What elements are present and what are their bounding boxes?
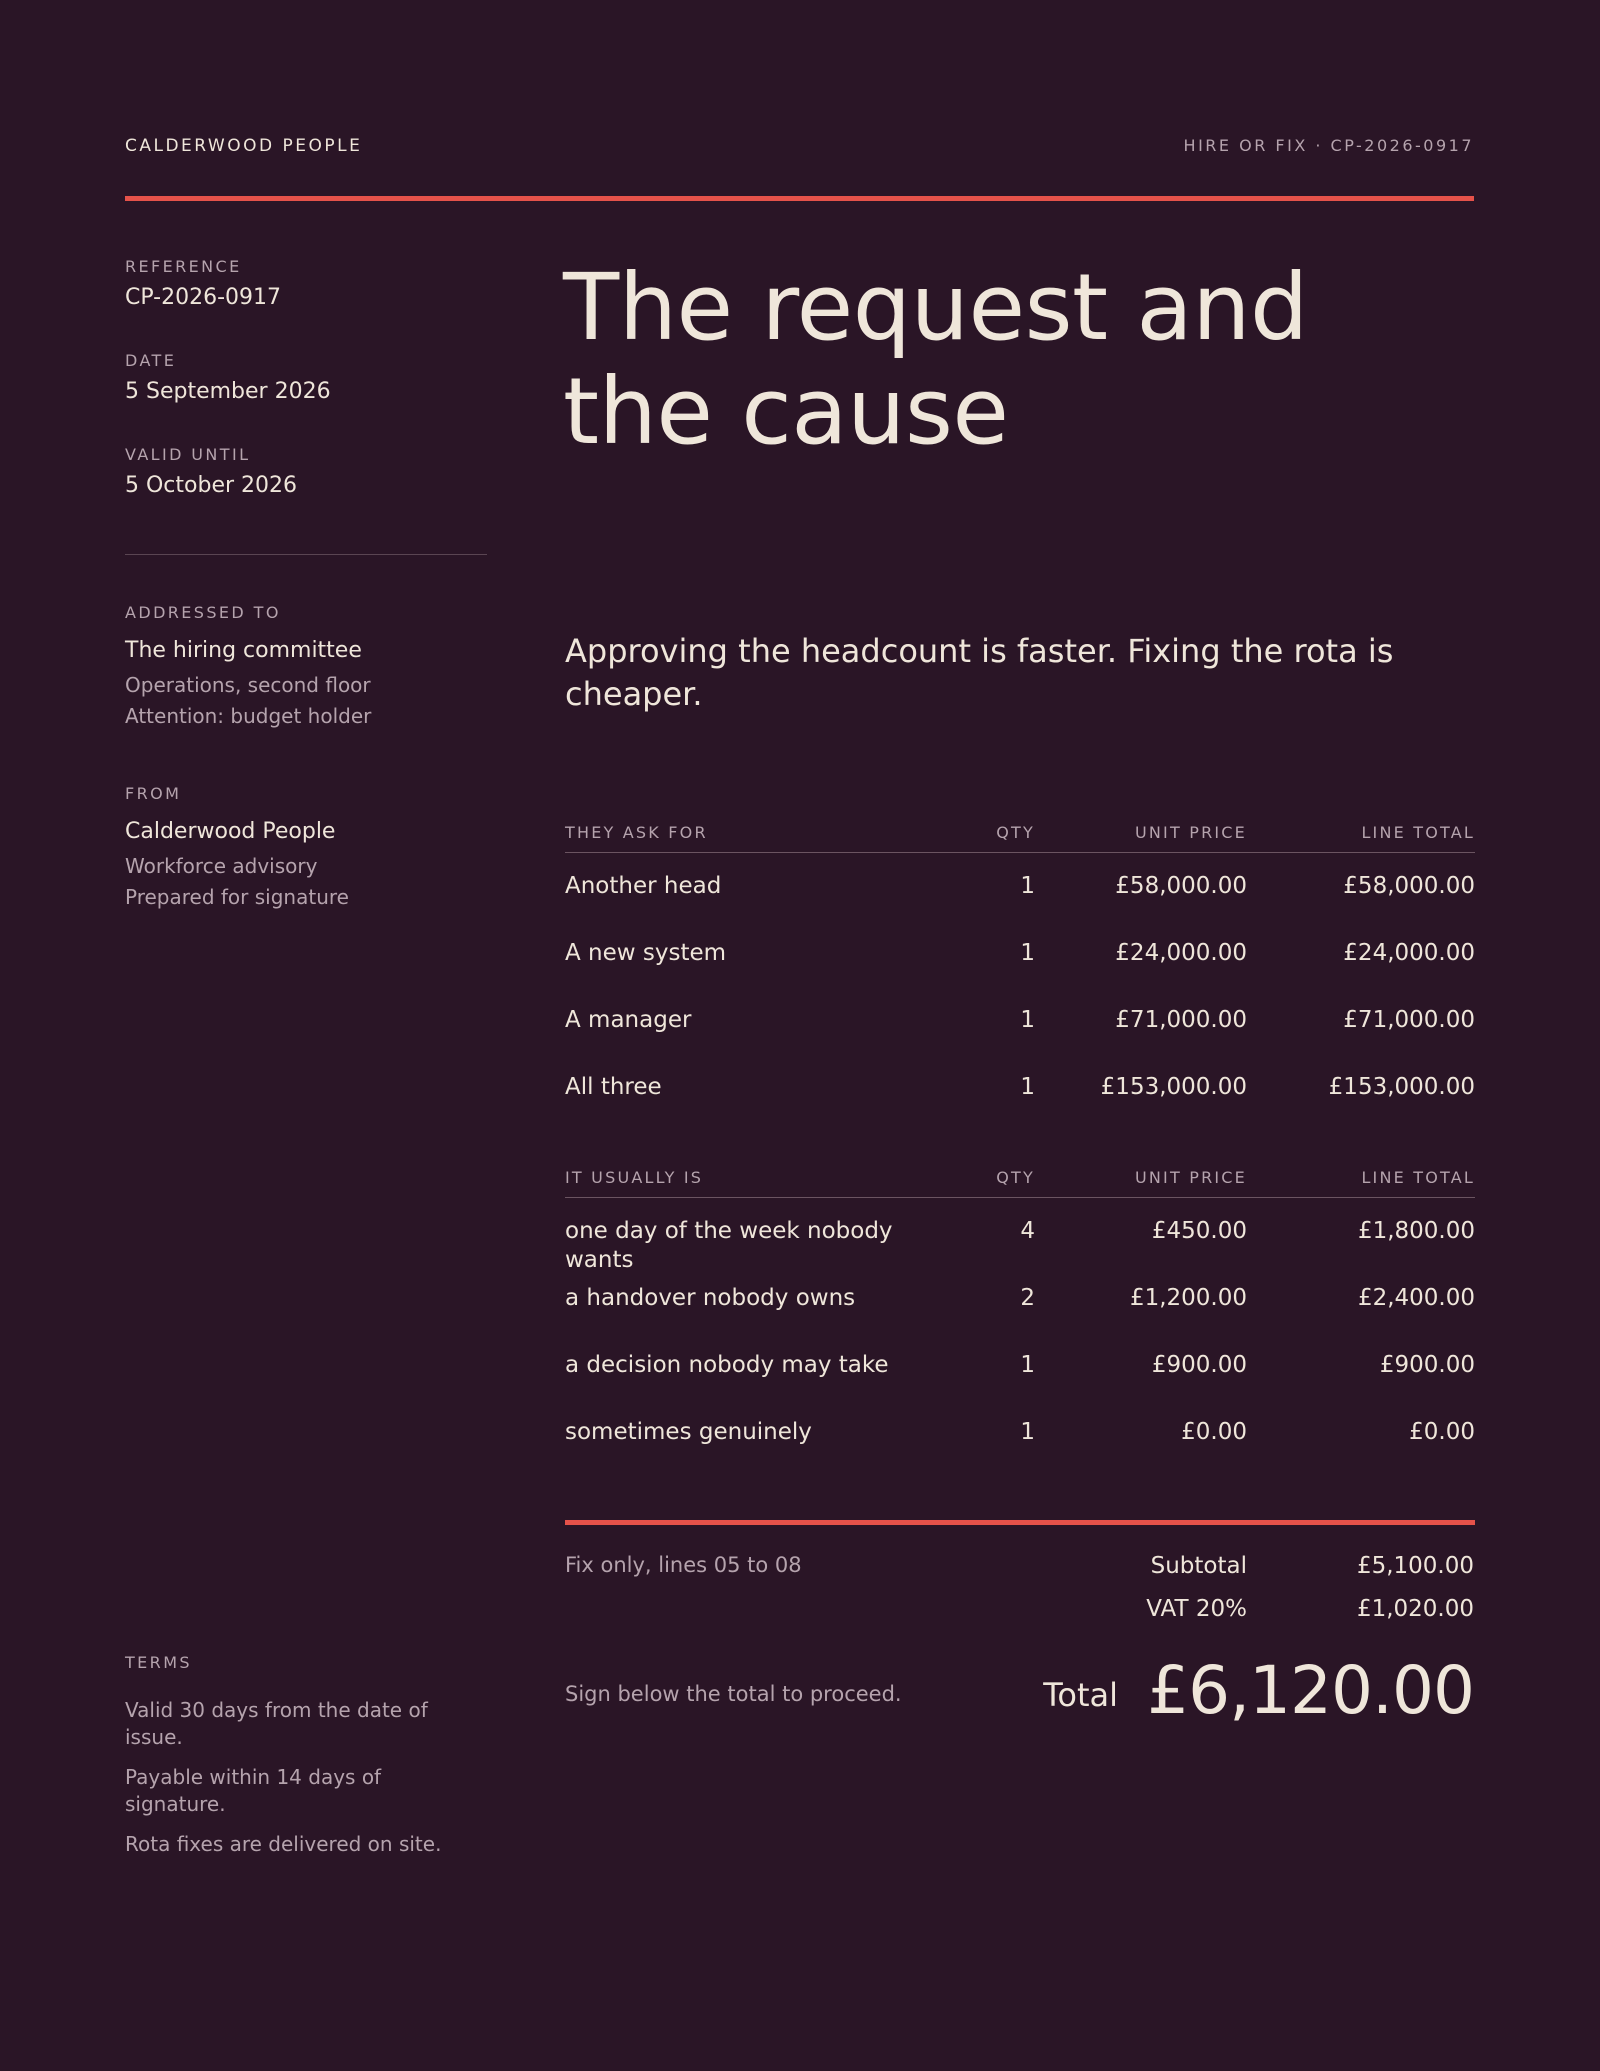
totals-note: Fix only, lines 05 to 08 (565, 1553, 802, 1577)
terms-label: TERMS (125, 1653, 192, 1672)
column-header-description: THEY ASK FOR (565, 823, 708, 842)
row-line-total: £0.00 (1409, 1419, 1475, 1445)
row-qty: 1 (1020, 1419, 1035, 1445)
row-line-total: £24,000.00 (1343, 940, 1475, 966)
row-line-total: £900.00 (1379, 1352, 1475, 1378)
totals-accent-rule (565, 1520, 1475, 1525)
reference-value: CP-2026-0917 (125, 285, 281, 310)
date-value: 5 September 2026 (125, 379, 331, 404)
row-line-total: £153,000.00 (1328, 1074, 1475, 1100)
usual-table-header-rule (565, 1197, 1475, 1198)
lede-paragraph: Approving the headcount is faster. Fixing the rota is cheaper. (565, 632, 1394, 713)
table-row (565, 1284, 1475, 1324)
vat-label: VAT 20% (1146, 1596, 1247, 1622)
sender-line-1: Workforce advisory (125, 854, 318, 878)
document-reference-tag: HIRE OR FIX · CP-2026-0917 (1183, 136, 1474, 155)
row-line-total: £2,400.00 (1357, 1285, 1475, 1311)
column-header-line-total: LINE TOTAL (1361, 823, 1475, 842)
sender-name: Calderwood People (125, 819, 336, 844)
page-title-line-1: The request and (563, 254, 1308, 361)
row-unit-price: £1,200.00 (1129, 1285, 1247, 1311)
row-line-total: £1,800.00 (1357, 1218, 1475, 1244)
subtotal-value: £5,100.00 (1356, 1553, 1474, 1579)
row-qty: 2 (1020, 1285, 1035, 1311)
row-qty: 1 (1020, 940, 1035, 966)
brand-name: CALDERWOOD PEOPLE (125, 136, 363, 156)
addressed-to-label: ADDRESSED TO (125, 603, 281, 622)
total-value: £6,120.00 (1147, 1652, 1474, 1729)
sign-instruction: Sign below the total to proceed. (565, 1682, 902, 1706)
row-unit-price: £58,000.00 (1115, 873, 1247, 899)
row-description: one day of the week nobody wants (565, 1218, 893, 1273)
row-unit-price: £900.00 (1151, 1352, 1247, 1378)
column-header-qty: QTY (996, 823, 1035, 842)
sender-line-2: Prepared for signature (125, 885, 349, 909)
row-unit-price: £0.00 (1181, 1419, 1247, 1445)
column-header-description: IT USUALLY IS (565, 1168, 704, 1187)
addressee-name: The hiring committee (125, 638, 362, 663)
addressee-line-2: Attention: budget holder (125, 704, 372, 728)
row-unit-price: £450.00 (1151, 1218, 1247, 1244)
row-description: a handover nobody owns (565, 1285, 856, 1311)
row-qty: 1 (1020, 1352, 1035, 1378)
terms-item: Rota fixes are delivered on site. (125, 1832, 442, 1856)
row-description: All three (565, 1074, 662, 1100)
row-qty: 1 (1020, 1007, 1035, 1033)
column-header-qty: QTY (996, 1168, 1035, 1187)
page-title (563, 256, 1463, 464)
row-description: a decision nobody may take (565, 1352, 889, 1378)
row-description: sometimes genuinely (565, 1419, 812, 1445)
ask-table-header (565, 823, 1475, 845)
row-unit-price: £71,000.00 (1115, 1007, 1247, 1033)
sidebar-divider (125, 554, 487, 555)
row-description: Another head (565, 873, 722, 899)
table-row (565, 1073, 1475, 1113)
table-row (565, 1006, 1475, 1046)
from-label: FROM (125, 784, 182, 803)
header-accent-rule (125, 196, 1474, 201)
row-description: A new system (565, 940, 727, 966)
table-row (565, 1418, 1475, 1458)
column-header-line-total: LINE TOTAL (1361, 1168, 1475, 1187)
terms-item: Payable within 14 days of signature. (125, 1765, 382, 1816)
table-row (565, 872, 1475, 912)
page-title-line-2: the cause (563, 358, 1009, 465)
total-label: Total (1043, 1676, 1118, 1714)
valid-until-value: 5 October 2026 (125, 473, 298, 498)
usual-table-header (565, 1168, 1475, 1190)
row-line-total: £71,000.00 (1343, 1007, 1475, 1033)
vat-value: £1,020.00 (1356, 1596, 1474, 1622)
table-row (565, 1217, 1475, 1273)
table-row (565, 1351, 1475, 1391)
row-qty: 1 (1020, 873, 1035, 899)
row-unit-price: £24,000.00 (1115, 940, 1247, 966)
date-label: DATE (125, 351, 177, 370)
row-description: A manager (565, 1007, 692, 1033)
terms-item: Valid 30 days from the date of issue. (125, 1698, 428, 1749)
reference-label: REFERENCE (125, 257, 242, 276)
row-qty: 4 (1020, 1218, 1035, 1244)
row-unit-price: £153,000.00 (1100, 1074, 1247, 1100)
row-qty: 1 (1020, 1074, 1035, 1100)
column-header-unit-price: UNIT PRICE (1134, 823, 1247, 842)
table-row (565, 939, 1475, 979)
addressee-line-1: Operations, second floor (125, 673, 371, 697)
valid-until-label: VALID UNTIL (125, 445, 251, 464)
column-header-unit-price: UNIT PRICE (1134, 1168, 1247, 1187)
row-line-total: £58,000.00 (1343, 873, 1475, 899)
subtotal-label: Subtotal (1150, 1553, 1247, 1579)
ask-table-header-rule (565, 852, 1475, 853)
